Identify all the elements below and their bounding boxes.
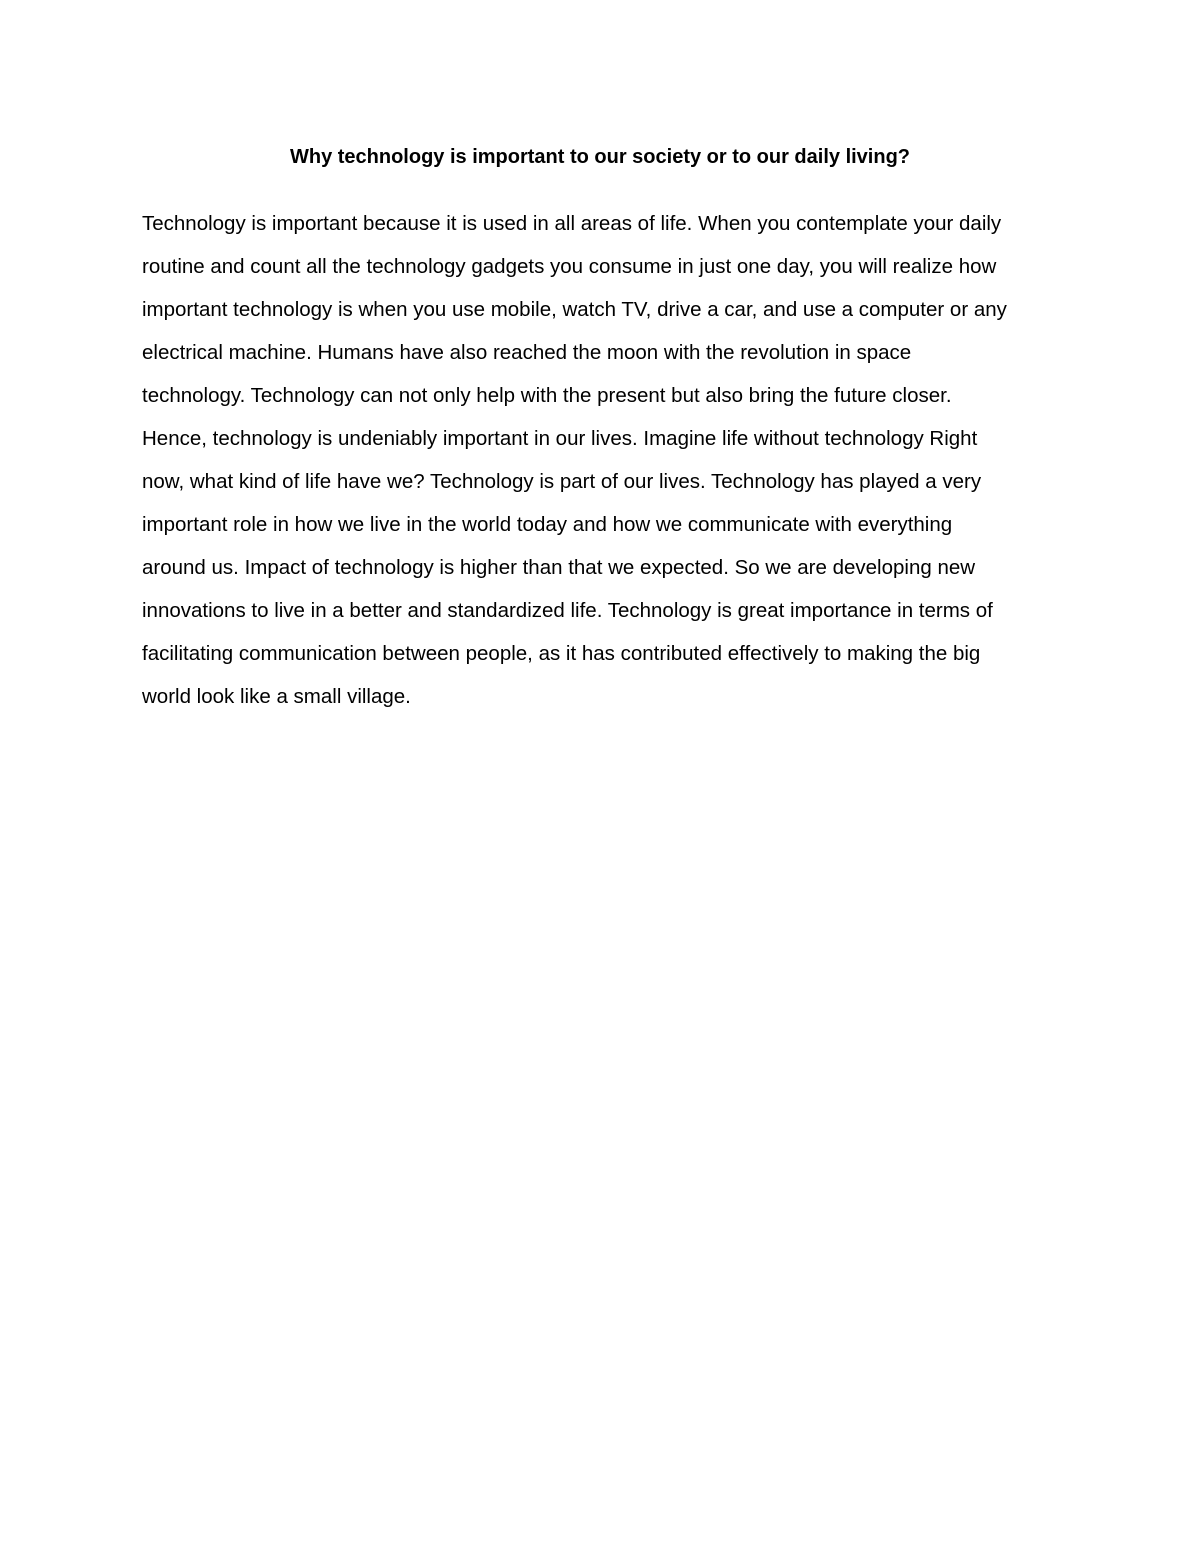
body-paragraph — [142, 202, 1062, 718]
paragraph-line: now, what kind of life have we? Technology is part of our lives. Technology has played a very — [142, 470, 982, 493]
document-title: Why technology is important to our society or to our daily living? — [289, 146, 911, 168]
paragraph-line: world look like a small village. — [142, 685, 411, 708]
paragraph-line: electrical machine. Humans have also reached the moon with the revolution in space — [142, 341, 912, 364]
paragraph-line: important technology is when you use mobile, watch TV, drive a car, and use a computer or any — [142, 298, 1007, 321]
paragraph-line: Technology is important because it is used in all areas of life. When you contemplate your daily — [142, 212, 1002, 235]
paragraph-line: around us. Impact of technology is higher than that we expected. So we are developing new — [142, 556, 976, 579]
paragraph-line: Hence, technology is undeniably important in our lives. Imagine life without technology Right — [142, 427, 978, 450]
paragraph-line: important role in how we live in the world today and how we communicate with everything — [142, 513, 953, 536]
paragraph-line: technology. Technology can not only help with the present but also bring the future closer. — [142, 384, 952, 407]
paragraph-line: innovations to live in a better and standardized life. Technology is great importance in terms of — [142, 599, 993, 622]
paragraph-line: routine and count all the technology gadgets you consume in just one day, you will realize how — [142, 255, 997, 278]
paragraph-line: facilitating communication between people, as it has contributed effectively to making the big — [142, 642, 981, 665]
